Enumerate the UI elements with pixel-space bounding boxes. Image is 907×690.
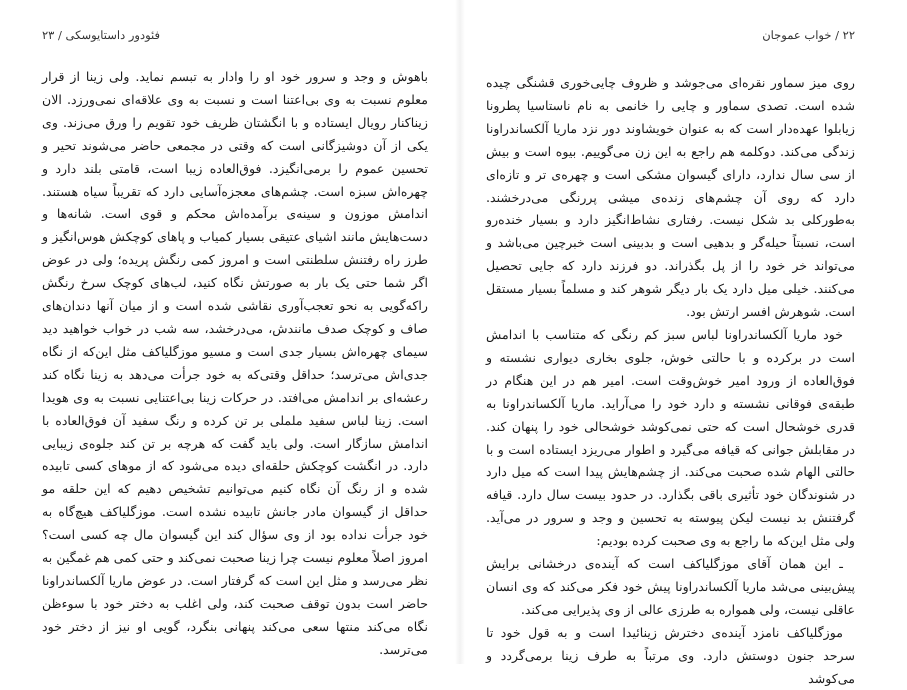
running-head-left: فئودور داستایوسکی / ۲۳ — [42, 28, 160, 42]
paragraph: ـ این همان آقای موزگلیاکف است که آینده‌ی درخشانی برایش پیش‌بینی می‌شد ماریا آلکساندراونا پیش خود فکر می‌کند که وی انسان عاقلی نیست، ولی همواره به طرزی عالی از وی پذیرایی می‌کند. — [486, 556, 856, 617]
right-page — [466, 0, 907, 686]
paragraph: باهوش و وجد و سرور خود او را وادار به تبسم نماید. ولی زینا از قرار معلوم نسبت به وی بی‌اعتنا است و نسبت به وی علاقه‌ای نمی‌ورزد. الان زیناکنار رویال ایستاده و با انگشتان ظریف خود تقویم را ورق می‌زند. وی یکی از آن دوشیزگانی است که وقتی در مجمعی حاضر می‌شوند تحیر و تحسین عموم را برمی‌انگیزد. فوق‌العاده زیبا است، قامتی بلند دارد و چهره‌اش سبزه است. چشم‌های معجزه‌آسایی دارد که تقریباً سیاه هستند. اندامش موزون و سینه‌ی برآمده‌اش محکم و قوی است. شانه‌ها و دست‌هایش مانند اشیای عتیقی بسیار کمیاب و پاهای کوچکش هوس‌انگیز و طرز راه رفتنش سلطنتی است و امروز کمی رنگش پریده؛ ولی در عوض اگر شما حتی یک بار به صورتش نگاه کنید، لب‌های کوچک سرخ رنگش راکه‌گویی به نحو تعجب‌آوری نقاشی شده است و از میان آنها دندان‌های صاف و کوچک صدف مانندش، می‌درخشد، سه شب در خواب خواهید دید سیمای چهره‌اش بسیار جدی است و مسیو موزگلیاکف مثل این‌که از نگاه جدی‌اش می‌ترسد؛ حداقل وقتی‌که به خود جرأت می‌دهد به زینا نگاه کند رعشه‌ای بر اندامش می‌افتد. در حرکات زینا بی‌اعتنایی نسبت به وی هویدا است. زینا لباس سفید ململی بر تن کرده و رنگ سفید آن فوق‌العاده با اندامش سازگار است. ولی باید گفت که هرچه بر تن کند جلوه‌ی زیبایی دارد. در انگشت کوچکش حلقه‌ای دیده می‌شود که از موهای کسی تابیده شده و از رنگ آن نگاه کنیم می‌توانیم تشخیص دهیم که این حلقه مو حداقل از گیسوان مادر جانش تابیده نشده است. موزگلیاکف هیچ‌گاه به خود جرأت نداده بود از وی سؤال کند این گیسوان مال چه کسی است؟ امروز اصلاً معلوم نیست چرا زینا صحبت نمی‌کند و حتی کمی هم غمگین به نظر می‌رسد و مثل این است که گرفتار است. در عوض ماریا آلکساندراونا حاضر است بدون توقف صحبت کند، ولی اغلب به دختر خود با سوءظن نگاه می‌کند منتها سعی می‌کند پنهانی بنگرد، گویی او نیز از دختر خود می‌ترسد. — [42, 69, 428, 657]
paragraph: روی میز سماور نقره‌ای می‌جوشد و ظروف چایی‌خوری قشنگی چیده شده است. تصدی سماور و چایی را خانمی به نام ناستاسیا پطرونا زیابلوا عهده‌دار است که به عنوان خویشاوند دور نزد ماریا آلکساندراونا زندگی می‌کند. دوکلمه هم راجع به این زن می‌گوییم. بیوه است و بیش از سی سال ندارد، دارای گیسوان مشکی است و چهره‌ی تر و تازه‌ای دارد که روی آن چشم‌های زنده‌ی میشی پررنگی می‌درخشند. به‌طورکلی بد شکل نیست. رفتاری نشاط‌انگیز دارد و بسیار خنده‌رو است، نسبتاً حیله‌گر و بدهیی است و بدبینی است خبرچین می‌باشد و می‌تواند خر خود را از پل بگذراند. دو فرزند دارد که جایی تحصیل می‌کنند. خیلی میل دارد یک بار دیگر شوهر کند و مسلماً بسیار مستقل است. شوهرش افسر ارتش بود. — [486, 75, 855, 320]
left-page-text — [42, 66, 428, 662]
paragraph: موزگلیاکف نامزد آینده‌ی دخترش زینائیدا است و به قول خود تا سرحد جنون دوستش دارد. وی مرتباً به طرف زینا برمی‌گردد و می‌کوشد — [486, 624, 855, 686]
left-page — [0, 0, 454, 664]
running-head-right: ۲۲ / خواب عموجان — [762, 28, 855, 42]
book-gutter — [455, 0, 465, 664]
right-page-text — [486, 72, 855, 690]
paragraph: خود ماریا آلکساندراونا لباس سبز کم رنگی که متناسب با اندامش است در برکرده و با حالتی خوش، جلوی بخاری دیواری نشسته و فوق‌العاده از ورود امیر خوش‌وقت است. امیر هم در این هنگام در طبقه‌ی فوقانی نشسته و دارد خود را می‌آراید. ماریا آلکساندراونا به قدری خوشحال است که حتی نمی‌کوشد خوشحالی خود را پنهان کند. در مقابلش جوانی که قیافه می‌گیرد و اطوار می‌ریزد ایستاده است و با حالتی الهام شده صحبت می‌کند. از چشم‌هایش پیدا است که میل دارد در شنوندگان خود تأثیری باقی بگذارد. در حدود بیست سال دارد. قیافه گرفتنش بد نیست لیکن پیوسته به تحسین و وجد و سرور در می‌آید. ولی مثل این‌که ما راجع به وی صحبت کرده بودیم: — [486, 326, 855, 549]
